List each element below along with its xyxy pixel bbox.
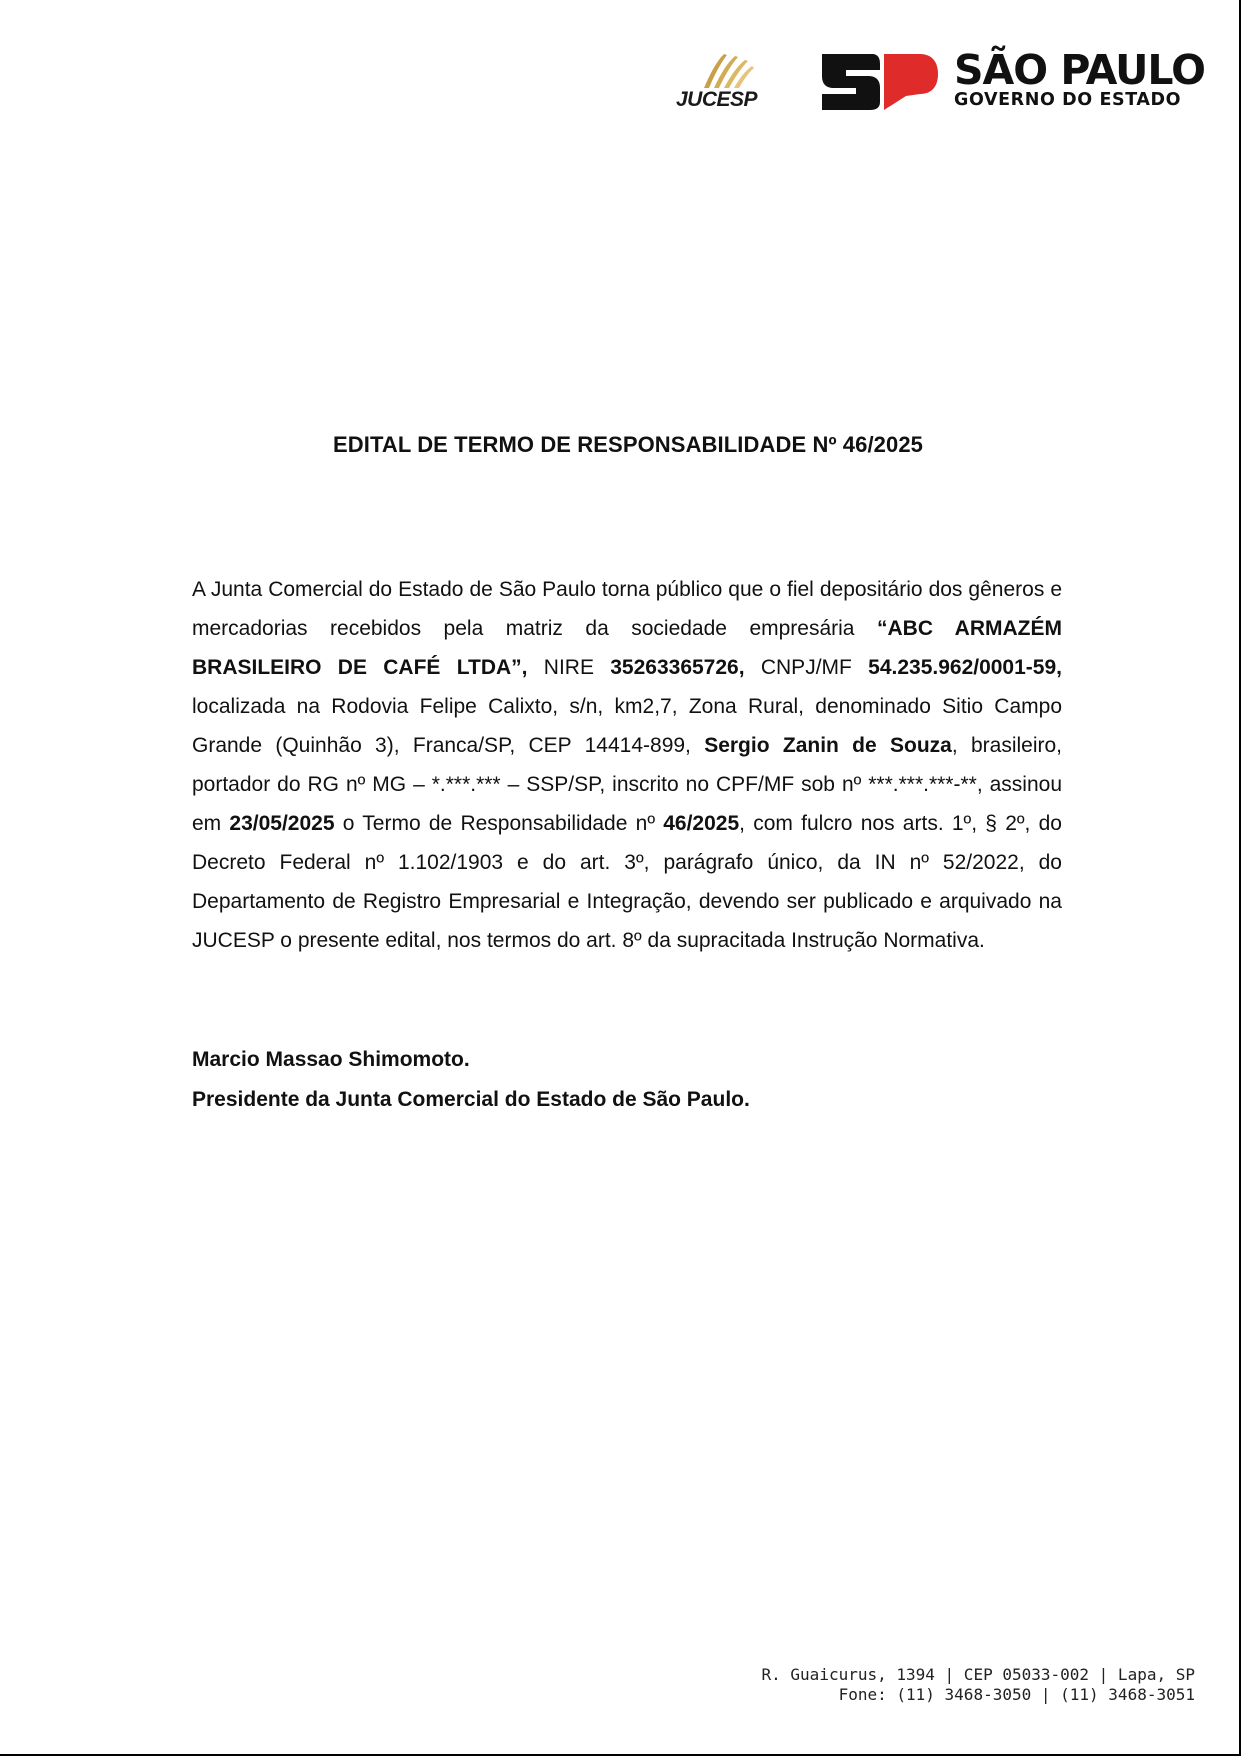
depositary-name: Sergio Zanin de Souza	[704, 734, 952, 757]
nire-number: 35263365726,	[610, 656, 745, 679]
signed-date: 23/05/2025	[229, 812, 335, 835]
jucesp-swoosh-icon	[690, 52, 754, 90]
footer-phone: Fone: (11) 3468-3050 | (11) 3468-3051	[838, 1685, 1195, 1704]
page-footer	[762, 1665, 1195, 1705]
sp-logo-title: SÃO PAULO	[954, 46, 1205, 94]
signatory-role: Presidente da Junta Comercial do Estado de São Paulo.	[192, 1088, 750, 1111]
footer-address: R. Guaicurus, 1394 | CEP 05033-002 | Lapa, SP	[761, 1665, 1195, 1684]
body-text: CNPJ/MF	[744, 656, 869, 679]
body-text: A Junta Comercial do Estado de São Paulo torna público que o fiel depositário dos gêneros e mercadorias recebidos pela matriz da sociedade empresária	[192, 578, 1062, 640]
sp-governo-wordmark	[954, 46, 1205, 110]
body-text: o Termo de Responsabilidade nº	[334, 812, 664, 835]
sp-emblem-icon	[820, 52, 940, 112]
signature-block	[192, 1040, 750, 1120]
body-text: , com fulcro nos arts. 1º, § 2º, do Decreto Federal nº 1.102/1903 e do art. 3º, parágrafo único, da IN nº 52/2022, do Departamento de Registro Empresarial e Integração, devendo ser publicado e arquivado na JUCESP o presente edital, nos termos do art. 8º da supracitada Instrução Normativa.	[192, 812, 1062, 952]
cnpj-number: 54.235.962/0001-59,	[868, 656, 1062, 679]
signatory-name: Marcio Massao Shimomoto.	[192, 1048, 470, 1071]
body-text: localizada na Rodovia Felipe Calixto, s/n, km2,7, Zona Rural, denominado Sitio Campo Grande (Quinhão 3), Franca/SP, CEP 14414-899,	[192, 695, 1062, 757]
body-text: NIRE	[527, 656, 611, 679]
document-body	[192, 570, 1062, 960]
sp-logo-subtitle: GOVERNO DO ESTADO	[954, 90, 1182, 110]
sp-governo-emblem	[820, 52, 940, 112]
body-text: , brasileiro, portador do RG nº MG – *.***.*** – SSP/SP, inscrito no CPF/MF sob nº ***.***.***-**, assinou em	[192, 734, 1063, 835]
jucesp-logo-text: JUCESP	[676, 88, 758, 111]
document-title: EDITAL DE TERMO DE RESPONSABILIDADE Nº 46/2025	[332, 432, 924, 457]
company-name: “ABC ARMAZÉM BRASILEIRO DE CAFÉ LTDA”,	[192, 617, 1062, 679]
jucesp-logo	[672, 52, 762, 112]
term-number: 46/2025	[663, 812, 740, 835]
